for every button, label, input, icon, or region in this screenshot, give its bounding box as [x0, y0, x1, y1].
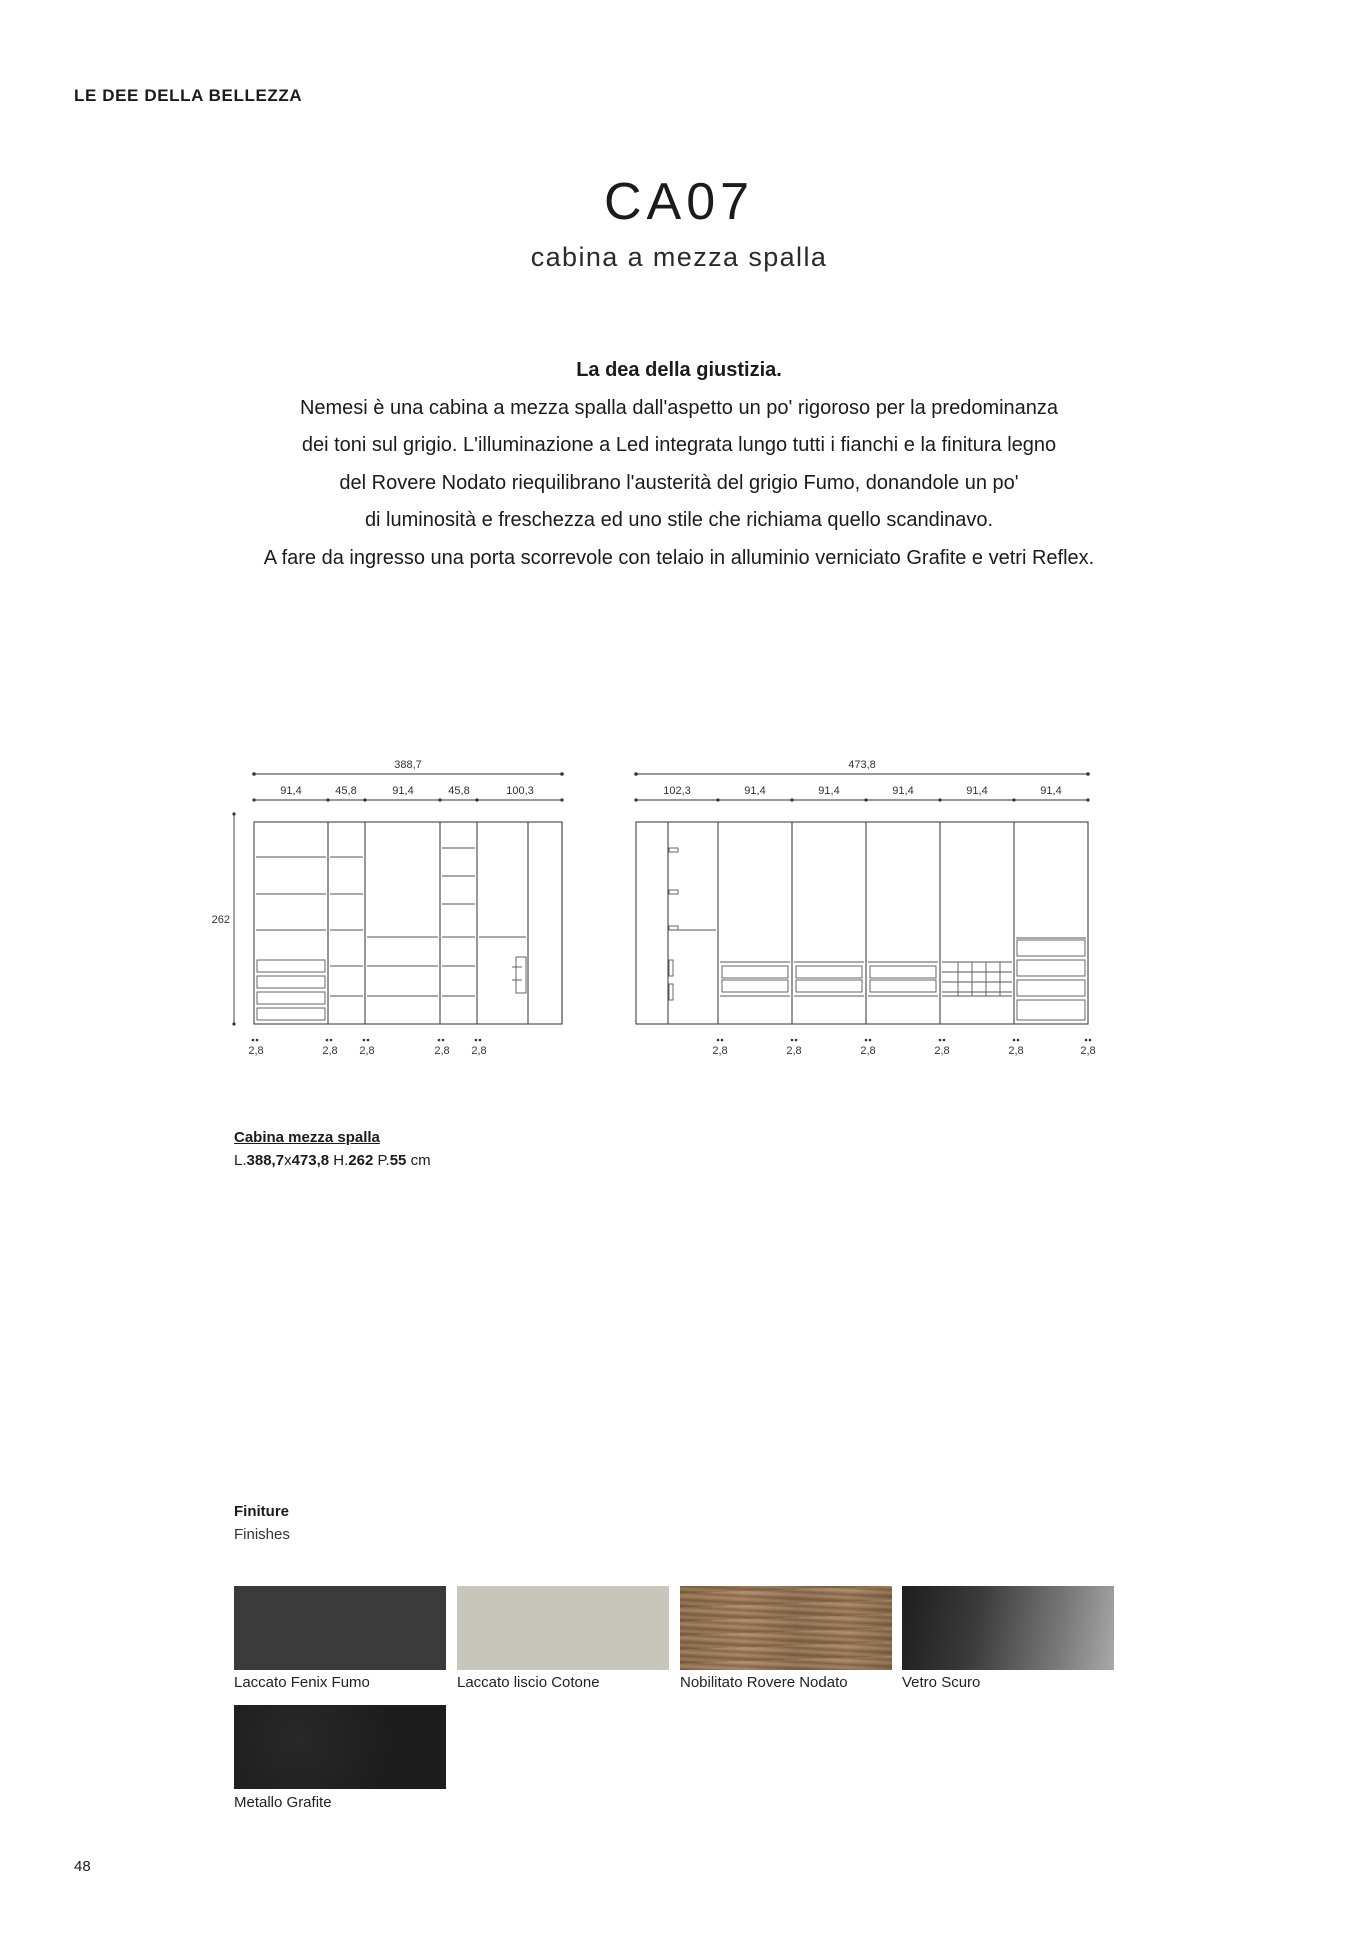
- finishes-heading: [234, 1500, 290, 1546]
- finish-label: Metallo Grafite: [234, 1794, 332, 1811]
- product-spec: [234, 1126, 431, 1172]
- right-module-width: 91,4: [892, 785, 914, 797]
- right-gap-labels: [712, 1045, 1095, 1057]
- left-elevation: [212, 759, 564, 1057]
- left-module-width: 45,8: [448, 785, 470, 797]
- intro-text: [0, 352, 1358, 577]
- page-title: CA07: [603, 173, 755, 231]
- right-elevation: [634, 759, 1095, 1057]
- intro-line: A fare da ingresso una porta scorrevole con telaio in alluminio verniciato Grafite e vetri Reflex.: [263, 546, 1095, 569]
- svg-text:2,8: 2,8: [434, 1045, 450, 1057]
- finish-label: Nobilitato Rovere Nodato: [680, 1674, 848, 1691]
- right-total-width: 473,8: [848, 759, 876, 771]
- finish-swatch-fumo: [234, 1586, 446, 1670]
- svg-text:2,8: 2,8: [786, 1045, 802, 1057]
- left-module-width: 45,8: [335, 785, 357, 797]
- finish-swatch-cotone: [457, 1586, 669, 1670]
- intro-line: Nemesi è una cabina a mezza spalla dall'aspetto un po' rigoroso per la predominanza: [299, 396, 1059, 419]
- left-total-width: 388,7: [394, 759, 422, 771]
- right-module-width: 91,4: [1040, 785, 1062, 797]
- svg-text:2,8: 2,8: [934, 1045, 950, 1057]
- svg-text:2,8: 2,8: [471, 1045, 487, 1057]
- product-name: Cabina mezza spalla: [234, 1129, 380, 1146]
- svg-text:2,8: 2,8: [359, 1045, 375, 1057]
- left-module-width: 91,4: [280, 785, 302, 797]
- finishes-title-it: Finiture: [234, 1503, 289, 1520]
- svg-text:2,8: 2,8: [248, 1045, 264, 1057]
- page-subtitle: cabina a mezza spalla: [530, 242, 828, 272]
- finish-swatch-rovere: [680, 1586, 892, 1670]
- intro-line: di luminosità e freschezza ed uno stile che richiama quello scandinavo.: [364, 509, 994, 531]
- finishes-title-en: Finishes: [234, 1526, 290, 1543]
- intro-line: dei toni sul grigio. L'illuminazione a Led integrata lungo tutti i fianchi e la finitura legno: [301, 434, 1057, 456]
- left-module-width: 91,4: [392, 785, 414, 797]
- left-gap-labels: [248, 1045, 486, 1057]
- height-dimension: 262: [211, 914, 230, 926]
- intro-line: del Rovere Nodato riequilibrano l'austerità del grigio Fumo, donandole un po': [339, 471, 1019, 494]
- intro-lead: La dea della giustizia.: [576, 359, 782, 381]
- right-module-width: 102,3: [663, 785, 691, 797]
- right-module-width: 91,4: [966, 785, 988, 797]
- finish-label: Vetro Scuro: [902, 1674, 981, 1691]
- technical-drawing: [200, 752, 1120, 1082]
- product-dimensions: L.388,7x473,8 H.262 P.55 cm: [234, 1152, 431, 1169]
- right-module-width: 91,4: [744, 785, 766, 797]
- finish-swatch-vetro: [902, 1586, 1114, 1670]
- svg-text:2,8: 2,8: [322, 1045, 338, 1057]
- right-module-width: 91,4: [818, 785, 840, 797]
- svg-text:2,8: 2,8: [712, 1045, 728, 1057]
- section-header: LE DEE DELLA BELLEZZA: [74, 86, 303, 105]
- finish-label: Laccato liscio Cotone: [457, 1674, 600, 1691]
- svg-text:2,8: 2,8: [1008, 1045, 1024, 1057]
- left-module-width: 100,3: [506, 785, 534, 797]
- svg-text:2,8: 2,8: [860, 1045, 876, 1057]
- page-number: 48: [74, 1858, 91, 1875]
- finish-swatch-grafite: [234, 1705, 446, 1789]
- finish-label: Laccato Fenix Fumo: [234, 1674, 370, 1691]
- svg-text:2,8: 2,8: [1080, 1045, 1096, 1057]
